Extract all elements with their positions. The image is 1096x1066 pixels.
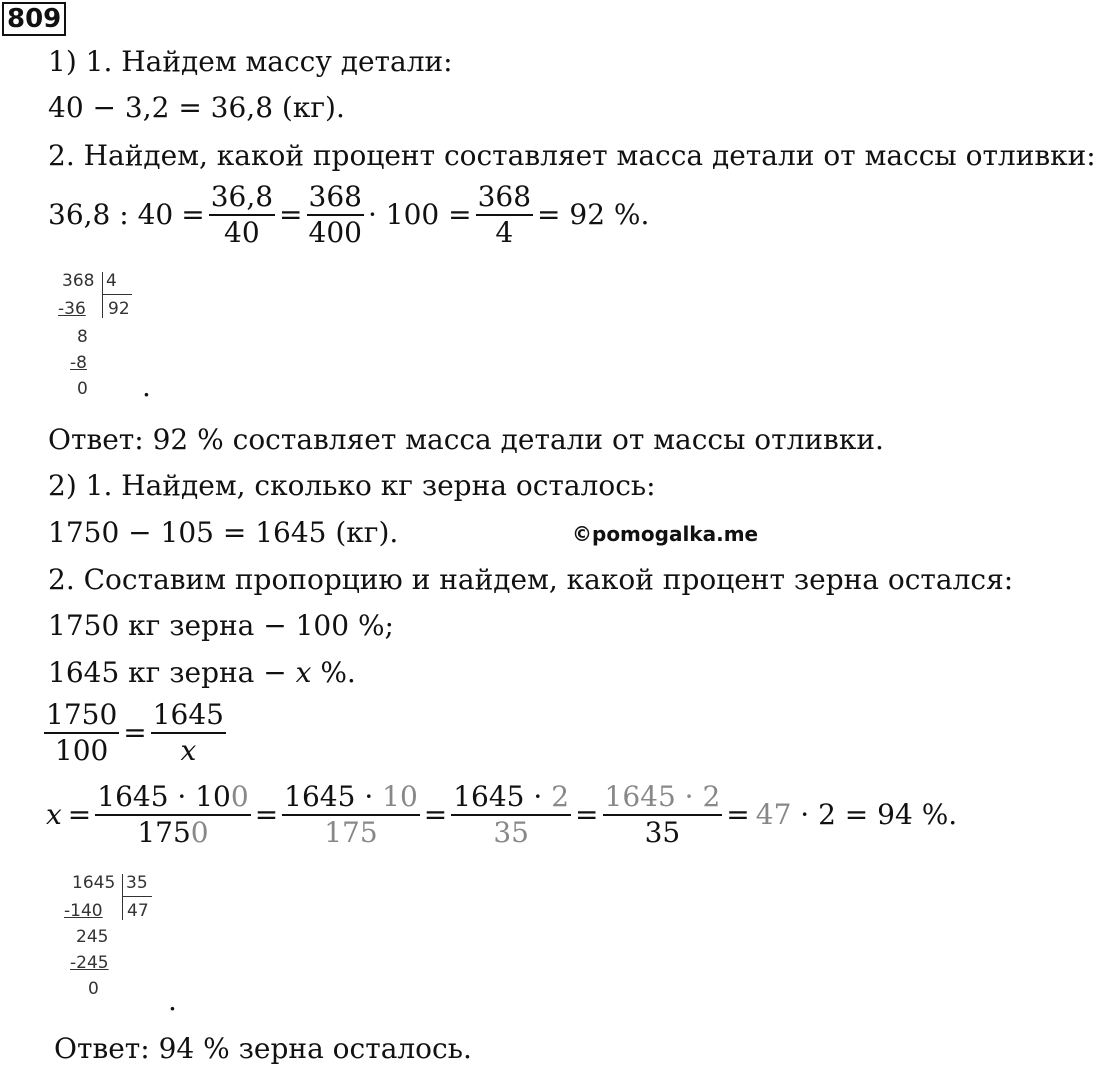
fraction — [603, 780, 723, 850]
fraction — [151, 698, 226, 768]
numerator: 368 — [307, 180, 364, 216]
division-bar — [102, 272, 103, 318]
eq-sign: = — [123, 716, 147, 749]
numerator: 368 — [476, 180, 533, 216]
part1-step1: 1) 1. Найдем массу детали: — [48, 45, 453, 78]
dividend: 368 — [62, 271, 95, 291]
numerator: 1645 — [151, 698, 226, 734]
eq-sign: = — [726, 798, 750, 831]
divisor: 4 — [106, 271, 117, 291]
fraction — [95, 780, 250, 850]
part2-step1: 2) 1. Найдем, сколько кг зерна осталось: — [48, 469, 656, 502]
fraction — [282, 780, 420, 850]
part1-step2: 2. Найдем, какой процент составляет масса детали от массы отливки: — [48, 139, 1096, 172]
remainder: 0 — [77, 379, 88, 399]
numerator-text: 1645 · 10 — [97, 780, 231, 813]
variable-x: x — [46, 798, 62, 831]
eq-sign: = — [67, 798, 92, 831]
numerator-text: 1645 · — [453, 780, 552, 813]
eq-lhs: 36,8 : 40 — [48, 198, 174, 231]
part1-equation — [48, 180, 649, 250]
subtrahend: -245 — [70, 953, 109, 973]
fraction — [209, 180, 275, 250]
denominator: 35 — [644, 816, 681, 849]
denominator: 400 — [308, 216, 362, 249]
denominator: 40 — [224, 216, 260, 249]
division-bar — [122, 874, 123, 920]
numerator: 36,8 — [209, 180, 275, 216]
part2-proportion-1: 1750 кг зерна − 100 %; — [48, 609, 394, 642]
part1-calc1: 40 − 3,2 = 36,8 (кг). — [48, 91, 345, 124]
subtrahend: -140 — [64, 901, 103, 921]
proportion-text: %. — [311, 656, 356, 689]
problem-number: 809 — [2, 2, 66, 36]
denominator: 4 — [495, 216, 514, 249]
eq-result — [756, 798, 957, 832]
quotient: 92 — [108, 299, 130, 319]
part2-ratio — [44, 698, 230, 768]
cancelled-digit: 0 — [190, 816, 209, 849]
fraction — [44, 698, 119, 768]
remainder: 0 — [88, 979, 99, 999]
denominator — [95, 816, 250, 850]
eq-sign: = — [254, 798, 279, 831]
quotient: 47 — [127, 901, 149, 921]
eq-result: = 92 %. — [537, 198, 650, 231]
eq-sign: = — [575, 798, 599, 831]
subtrahend: -36 — [58, 299, 86, 319]
numerator — [95, 780, 250, 816]
gray-factor: 10 — [382, 780, 418, 813]
denominator — [151, 734, 226, 768]
denominator: 35 — [493, 816, 529, 849]
part2-proportion-2 — [48, 656, 356, 690]
gray-factor: 2 — [551, 780, 570, 813]
proportion-text: 1645 кг зерна − — [48, 656, 296, 689]
eq-sign: = — [423, 798, 448, 831]
result-text: · 2 = 94 %. — [791, 798, 958, 831]
denominator: 175 — [324, 816, 378, 849]
gray-factor: 47 — [755, 798, 792, 831]
remainder: 8 — [77, 327, 88, 347]
part2-equation — [46, 780, 957, 850]
divisor: 35 — [126, 873, 148, 893]
division-line — [102, 294, 132, 295]
numerator: 1645 · 2 — [603, 780, 723, 816]
fraction — [476, 180, 533, 250]
variable-x: x — [180, 734, 197, 767]
eq-sign: = — [181, 198, 205, 231]
fraction — [451, 780, 571, 850]
part2-calc1: 1750 − 105 = 1645 (кг). — [48, 516, 399, 549]
remainder: 245 — [76, 927, 109, 947]
subtrahend: -8 — [70, 353, 87, 373]
numerator — [282, 780, 420, 816]
dot: . — [168, 984, 177, 1017]
denominator-text: 175 — [137, 816, 191, 849]
numerator-text: 1645 · — [284, 780, 383, 813]
part2-step2: 2. Составим пропорцию и найдем, какой процент зерна остался: — [48, 563, 1014, 596]
numerator — [451, 780, 571, 816]
part2-answer: Ответ: 94 % зерна осталось. — [54, 1032, 472, 1065]
numerator: 1750 — [44, 698, 119, 734]
multiply-expression: · 100 = — [367, 198, 472, 231]
division-line — [122, 896, 152, 897]
fraction — [307, 180, 364, 250]
part1-answer: Ответ: 92 % составляет масса детали от массы отливки. — [48, 423, 884, 456]
denominator: 100 — [54, 734, 109, 767]
cancelled-digit: 0 — [230, 780, 249, 813]
dividend: 1645 — [72, 873, 116, 893]
dot: . — [142, 370, 151, 403]
eq-sign: = — [279, 198, 303, 231]
watermark: ©pomogalka.me — [572, 522, 759, 546]
variable-x: x — [295, 656, 312, 689]
